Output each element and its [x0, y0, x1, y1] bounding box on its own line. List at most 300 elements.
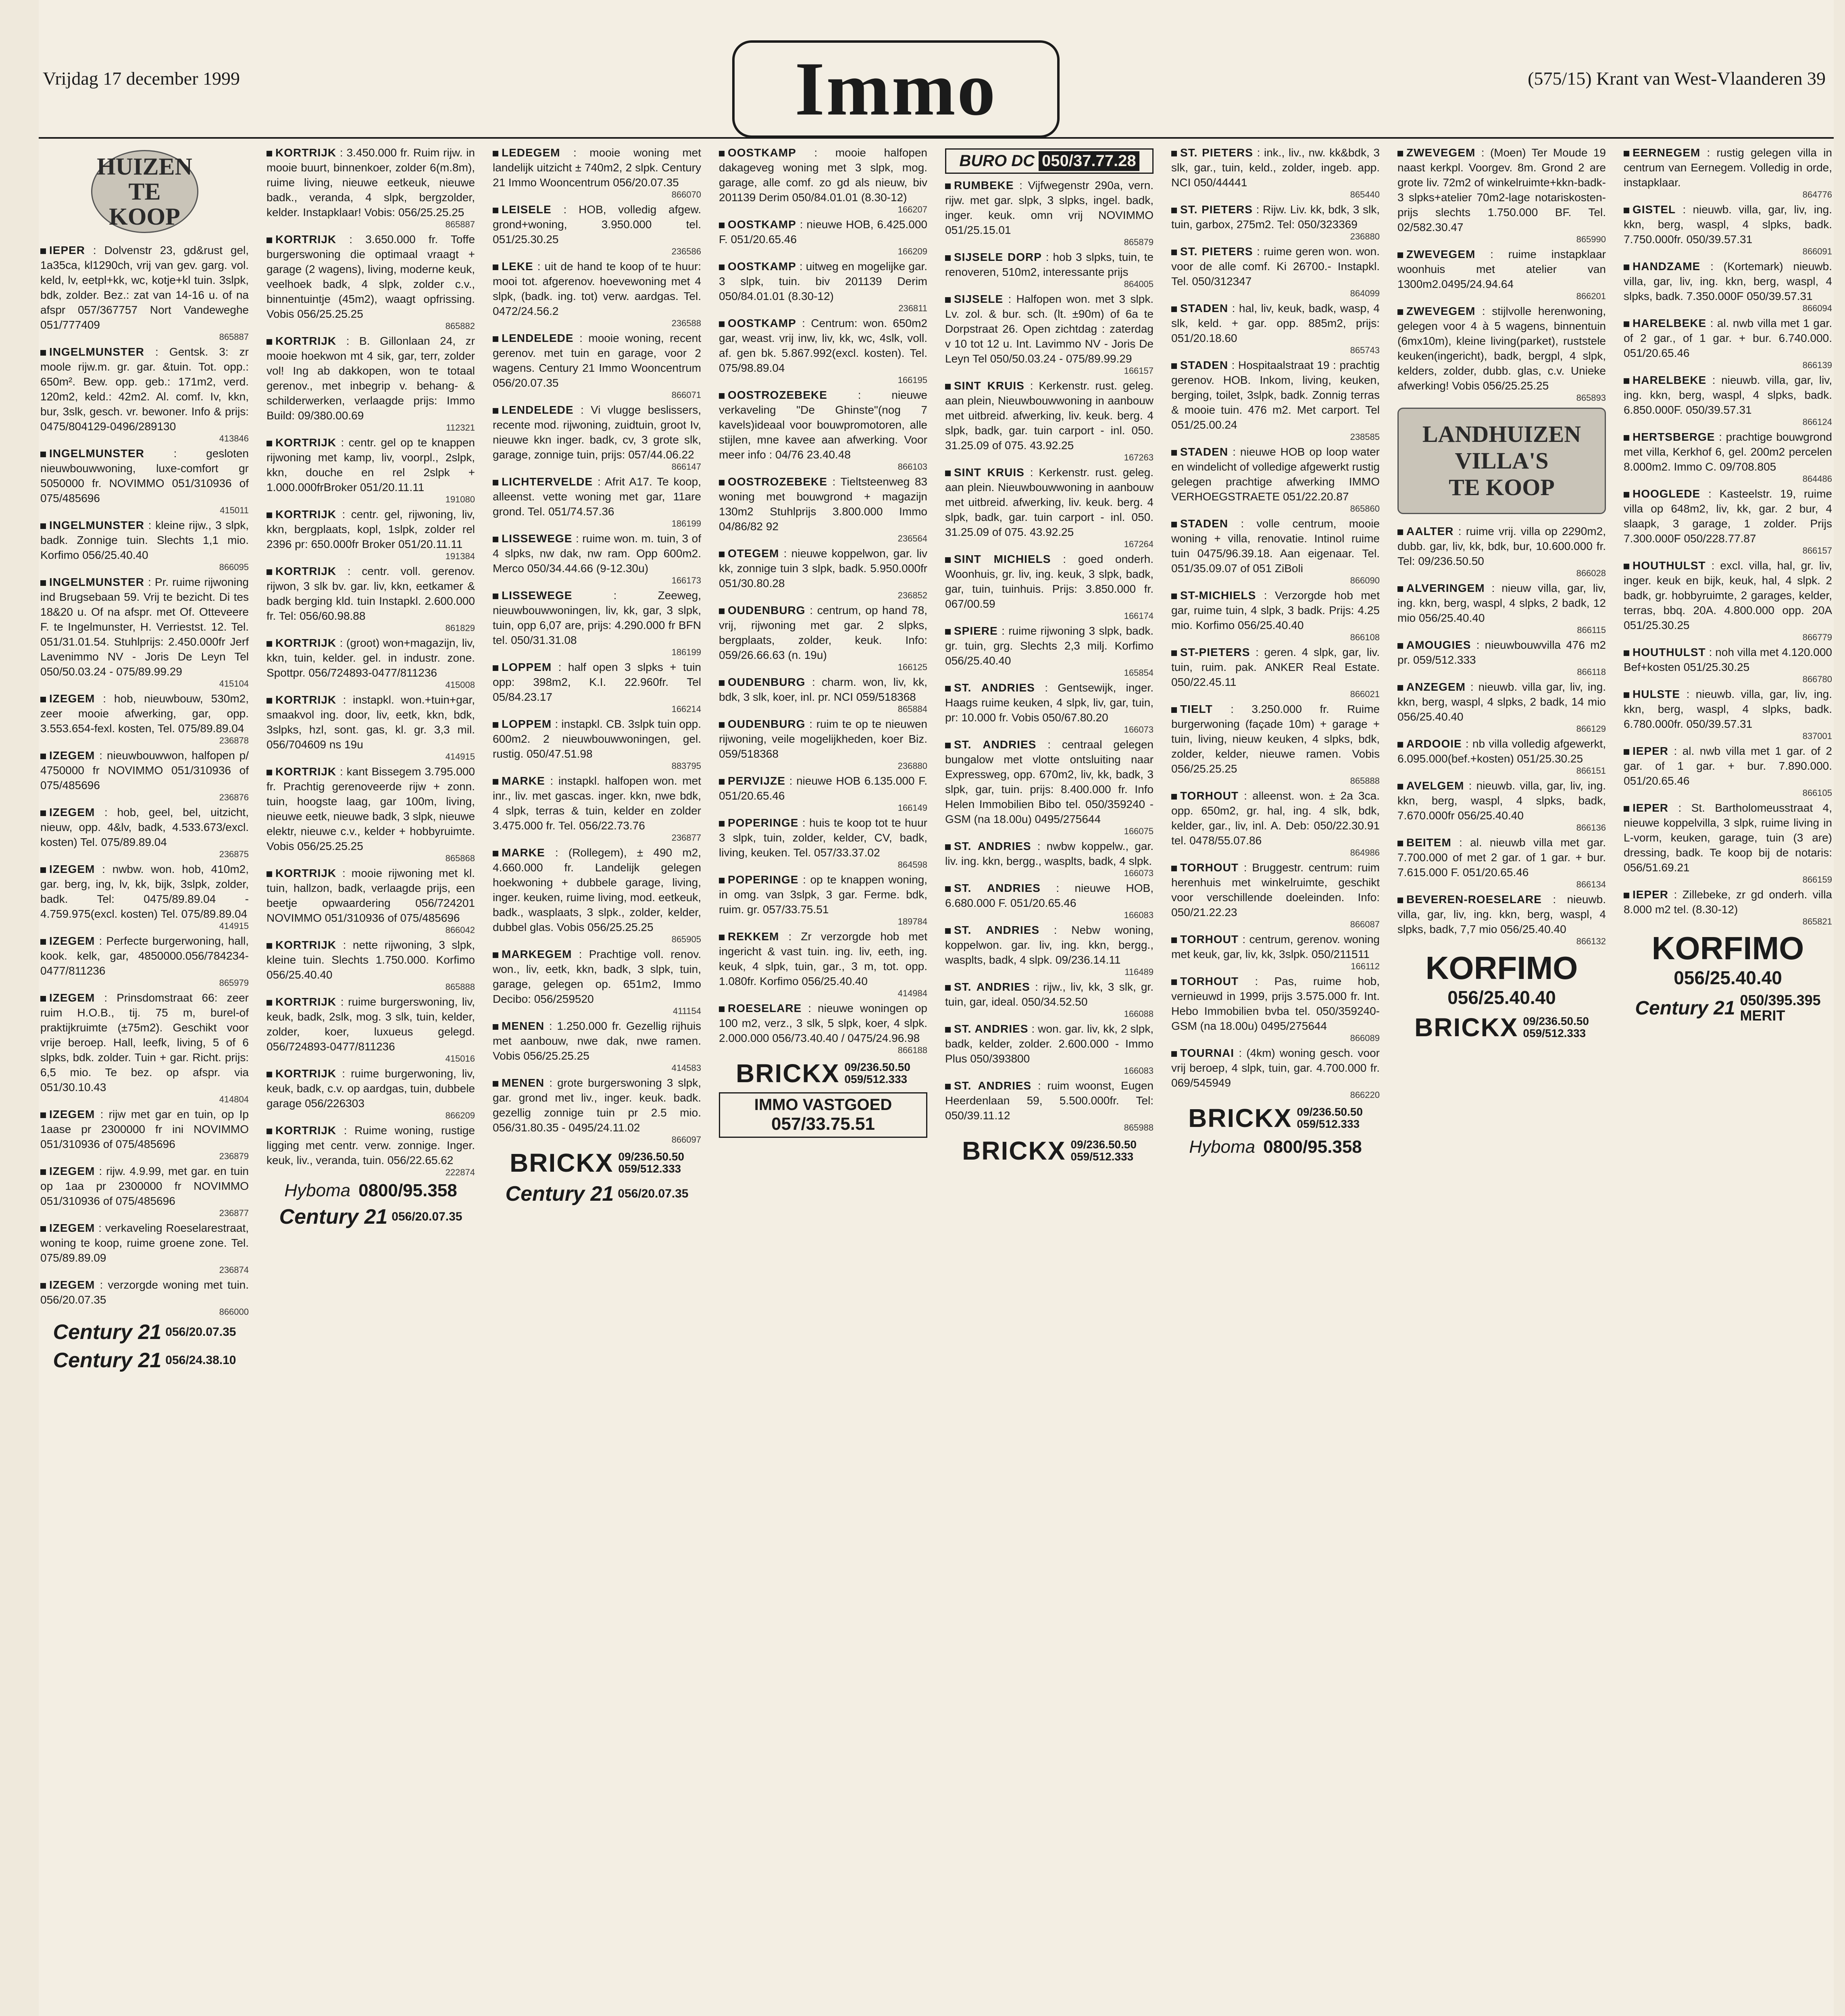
ad-separator: : — [593, 475, 605, 488]
century21-tel-4: 056/20.07.35 — [618, 1187, 689, 1200]
ad-text: Verzorgde hob met gar, ruime tuin, 4 slpk, 3 badk. Prijs: 4.25 mio. Korfimo 056/25.40.40 — [1171, 589, 1380, 631]
ad-town: ST. ANDRIES — [954, 681, 1035, 694]
korfimo-mark-2: KORFIMO — [1651, 930, 1804, 966]
ad-reference: 236588 — [671, 318, 701, 328]
ad-town: KORTRIJK — [275, 436, 337, 449]
korfimo-logo-2 — [1624, 930, 1832, 989]
ad-text: instapkl. CB. 3slpk tuin opp. 600m2. 2 nieuwbouwwoningen, gel. rustig. 050/47.51.98 — [493, 718, 702, 760]
ad-separator: : — [1680, 688, 1696, 700]
classified-ad — [719, 217, 927, 256]
ad-town: ZWEVEGEM — [1406, 248, 1476, 260]
ad-separator: : — [95, 806, 117, 818]
bullet-icon — [719, 608, 725, 614]
ad-text: ruime won. m. tuin, 3 of 4 slpks, nw dak, nw ram. Opp 600m2. Merco 050/34.44.66 (9-12.30u) — [493, 532, 701, 575]
ad-town: ANZEGEM — [1406, 681, 1466, 693]
bullet-icon — [719, 722, 725, 728]
ad-text: Kasteelstr. 19, ruime villa op 648m2, liv, kk, gar. 2 bur, 4 slaapk, 3 garage, 1 zolder. Prijs 7.300.000F 050/228.77.87 — [1624, 487, 1832, 545]
bullet-icon — [267, 237, 272, 243]
bullet-icon — [945, 1027, 951, 1033]
korfimo-tel: 056/25.40.40 — [1447, 987, 1556, 1008]
classified-ad — [719, 872, 927, 927]
ad-separator: : — [336, 765, 347, 778]
ad-town: BEITEM — [1406, 836, 1451, 849]
bullet-icon — [267, 1129, 272, 1134]
ad-text: rijw., liv, kk, 3 slk, gr. tuin, gar, ideal. 050/34.52.50 — [945, 981, 1154, 1008]
ad-list — [719, 145, 927, 1055]
ad-separator: : — [1253, 146, 1264, 159]
bullet-icon — [945, 886, 951, 892]
ad-reference: 865879 — [1124, 237, 1154, 247]
ad-text: charm. won, liv, kk, bdk, 3 slk, koer, inl. pr. NCI 059/518368 — [719, 676, 927, 703]
classified-ad — [267, 564, 475, 633]
ad-reference: 866188 — [898, 1045, 927, 1055]
issue-date: Vrijdag 17 december 1999 — [43, 68, 240, 89]
ad-town: KORTRIJK — [275, 335, 337, 347]
houses-head-line-2: TE KOOP — [109, 178, 180, 230]
classified-ad — [945, 923, 1154, 977]
bullet-icon — [267, 641, 272, 647]
ad-separator: : — [336, 436, 349, 449]
ad-reference: 189784 — [898, 916, 927, 927]
burodc-tel: 050/37.77.28 — [1039, 151, 1139, 171]
ad-text: rustig gelegen villa in centrum van Eernegem. Volledig in orde, instapklaar. — [1624, 146, 1832, 189]
ad-reference: 864005 — [1124, 279, 1154, 289]
classified-ad — [40, 1277, 249, 1317]
ad-text: Ruime woning, rustige ligging met centr. verw. zonnige. Inger. keuk, liv., veranda, tuin. 056/22.65.62 — [267, 1124, 475, 1166]
ad-town: SINT MICHIELS — [954, 553, 1051, 565]
ad-reference: 414915 — [219, 921, 249, 931]
ad-town: OUDENBURG — [728, 604, 806, 616]
ad-town: HARELBEKE — [1633, 317, 1707, 329]
ad-list — [1397, 145, 1606, 946]
brickx-logo-4 — [1171, 1103, 1380, 1133]
ad-separator: : — [552, 661, 568, 673]
ad-separator: : — [544, 1020, 557, 1032]
ad-separator: : — [572, 532, 583, 545]
ad-separator: : — [95, 1165, 106, 1177]
ad-separator: : — [1024, 379, 1039, 392]
ad-town: POPERINGE — [728, 873, 799, 886]
ad-town: OOSTKAMP — [728, 146, 796, 159]
bullet-icon — [267, 871, 272, 877]
ad-town: KORTRIJK — [275, 233, 337, 246]
ad-town: AALTER — [1406, 525, 1454, 537]
ad-separator: : — [1705, 646, 1716, 658]
brickx-tel-2: 059/512.333 — [618, 1162, 681, 1175]
classified-ad — [945, 839, 1154, 878]
ad-separator: : — [796, 317, 811, 329]
ad-town: ST. ANDRIES — [954, 738, 1037, 751]
classified-ad — [1171, 444, 1380, 514]
ad-list — [945, 178, 1154, 1133]
ad-town: OTEGEM — [728, 547, 779, 560]
ad-text: excl. villa, hal, gr. liv, inger. keuk en bijk, keuk, hal, 4 slpk. 2 badk, gr. hobbyruimte, 2 garages, kelder, terras, bbq. 20A. 4.800.000 opp. 20A 051/25.30.25 — [1624, 559, 1833, 631]
ad-text: mooie woning met landelijk uitzicht ± 740m2, 2 slpk. Century 21 Immo Wooncentrum 056/20.07.35 — [493, 146, 701, 189]
classified-ad — [40, 446, 249, 515]
ad-reference: 866089 — [1350, 1033, 1380, 1043]
ad-town: HOUTHULST — [1633, 646, 1706, 658]
ad-text: gesloten nieuwbouwwoning, luxe-comfort gr 5050000 fr. NOVIMMO 051/310936 of 075/485696 — [40, 447, 249, 504]
hyboma-logo — [267, 1181, 475, 1201]
ad-separator: : — [1475, 248, 1508, 260]
ad-text: goed onderh. Woonhuis, gr. liv, ing. keuk, 3 slpk, badk, gar, tuin, tuinhuis. Prijs: 3.850.000 fr. 067/00.59 — [945, 553, 1154, 610]
ad-reference: 116489 — [1124, 967, 1154, 977]
ad-town: ST. ANDRIES — [954, 981, 1030, 993]
bullet-icon — [40, 248, 46, 254]
classified-ad — [719, 474, 927, 544]
ad-town: LICHTERVELDE — [502, 475, 593, 488]
ad-town: ROESELARE — [728, 1002, 802, 1014]
bullet-icon — [945, 743, 951, 748]
ad-text: Nebw woning, koppelwon. gar. liv, ing. kkn, bergg., wasplts, badk, 4 slpk. 09/236.14.11 — [945, 924, 1154, 966]
ad-separator: : — [1228, 517, 1257, 530]
century21-mark: Century 21 — [53, 1320, 162, 1344]
column-4 — [717, 145, 929, 2016]
bullet-icon — [945, 629, 951, 635]
ad-town: TIELT — [1180, 703, 1213, 715]
bullet-icon — [493, 722, 498, 728]
ad-separator: : — [779, 547, 791, 560]
ad-text: mooie rijwoning met kl. tuin, hallzon, badk, verlaagde prijs, een beetje opwaardering 056/724201 NOVIMMO 051/310936 of 075/485696 — [267, 867, 475, 924]
bullet-icon — [40, 1226, 46, 1232]
ad-town: HERTSBERGE — [1633, 431, 1715, 443]
ad-town: KORTRIJK — [275, 996, 337, 1008]
century21-tel-2: 056/24.38.10 — [165, 1354, 236, 1367]
century21-logo-2 — [40, 1348, 249, 1372]
classified-ad — [493, 145, 701, 200]
ad-separator: : — [1700, 146, 1717, 159]
ad-reference: 166083 — [1124, 910, 1154, 920]
ad-separator: : — [1668, 802, 1691, 814]
bullet-icon — [493, 1024, 498, 1030]
ad-text: centr. gel, rijwoning, liv, kkn, bergplaats, kopl, 1slpk, zolder rel 2396 pr: 650.000fr Broker 051/20.11.11 — [267, 508, 475, 550]
ad-text: stijlvolle herenwoning, gelegen voor 4 à 5 wagens, binnentuin (6mx10m), kleine living(parket), ruststele keuken(ingericht), badk, bergpl, 4 slpk, kelders, zolder, dubb. glas, c.v. Unieke afwerking! Vobis 056/25.25.25 — [1397, 305, 1606, 392]
classified-ad — [1397, 679, 1606, 734]
ad-separator: : — [1031, 840, 1047, 852]
korfimo-mark: KORFIMO — [1425, 950, 1578, 986]
ad-text: prachtige bouwgrond met villa, Kerkhof 6, gel. 200m2 percelen 8.000m2. Immo C. 09/708.805 — [1624, 431, 1832, 473]
bullet-icon — [1171, 650, 1177, 656]
classified-ad — [1171, 516, 1380, 585]
ad-reference: 415104 — [219, 679, 249, 689]
ad-separator: : — [1253, 245, 1264, 258]
bullet-icon — [1171, 306, 1177, 312]
ad-reference: 861829 — [445, 623, 475, 633]
bullet-icon — [40, 754, 46, 759]
bullet-icon — [493, 594, 498, 599]
classified-ad — [40, 575, 249, 689]
ad-reference: 866209 — [445, 1110, 475, 1120]
ad-text: Perfecte burgerwoning, hall, kook. kelk, gar, 4850000.056/784234-0477/811236 — [40, 935, 249, 977]
ad-text: nieuwb. villa, gar, liv, ing. kkn, berg, waspl, 4 slpks, badk, 7,7 mio 056/25.40.40 — [1397, 893, 1606, 935]
ad-town: ST. ANDRIES — [954, 924, 1040, 936]
brickx-tel-b — [844, 1061, 910, 1085]
section-title — [732, 40, 1060, 138]
ad-reference: 866108 — [1350, 632, 1380, 642]
bullet-icon — [1624, 650, 1629, 656]
publication-info: (575/15) Krant van West-Vlaanderen 39 — [1528, 68, 1826, 89]
ad-reference: 166214 — [671, 704, 701, 714]
ad-text: uitweg en mogelijke gar. 3 slpk, tuin. biv 201139 Derim 050/84.01.01 (8.30-12) — [719, 260, 927, 302]
ad-reference: 236877 — [671, 833, 701, 843]
ad-reference: 865884 — [898, 704, 927, 714]
bullet-icon — [719, 552, 725, 557]
ad-separator: : — [336, 867, 352, 879]
ad-town: SINT KRUIS — [954, 466, 1025, 479]
century21-tel: 056/20.07.35 — [165, 1325, 236, 1339]
classified-ad — [493, 474, 701, 529]
ad-reference: 166157 — [1124, 366, 1154, 376]
bullet-icon — [719, 151, 725, 156]
classified-ad — [40, 1164, 249, 1218]
ad-reference: 112321 — [446, 423, 475, 433]
ad-town: INGELMUNSTER — [49, 576, 144, 588]
classified-ad — [1624, 744, 1832, 798]
ad-reference: 866147 — [671, 462, 701, 472]
ad-text: al. nwb villa met 1 gar. of 2 gar., of 1 gar. + bur. 6.740.000. 051/20.65.46 — [1624, 317, 1832, 359]
ad-separator: : — [1668, 745, 1683, 757]
classified-ad — [267, 145, 475, 229]
bullet-icon — [267, 1000, 272, 1006]
ad-separator: : — [1212, 703, 1252, 715]
ad-reference: 236876 — [219, 792, 249, 802]
ad-town: KORTRIJK — [275, 565, 337, 577]
ad-reference: 414583 — [671, 1063, 701, 1073]
ad-reference: 866201 — [1576, 291, 1606, 301]
column-8 — [1622, 145, 1834, 2016]
merit-tel — [1740, 993, 1820, 1023]
ad-separator: : — [1036, 738, 1062, 751]
ad-reference: 166125 — [898, 662, 927, 672]
ad-reference: 166073 — [1124, 868, 1154, 878]
classified-ad — [40, 243, 249, 342]
column-6 — [1170, 145, 1381, 2016]
ad-separator: : — [1451, 836, 1470, 849]
bullet-icon — [1397, 784, 1403, 789]
ad-text: Centrum: won. 650m2 gar, weast. vrij inw, liv, kk, wc, 4slk, voll. af. gen bk. 5.867.992(excl. kosten). Tel. 075/98.89.04 — [719, 317, 927, 374]
houses-head-line-1: HUIZEN — [97, 153, 192, 180]
classified-ad — [40, 933, 249, 988]
ad-text: uit de hand te koop of te huur: mooi tot. afgerenov. hoevewoning met 4 slpk, (badk. ing. tot) verw. aardgas. Tel. 0472/24.56.2 — [493, 260, 701, 317]
classified-columns — [39, 145, 1834, 2016]
ad-text: al. nwb villa met 1 gar. of 2 gar. of 1 gar. + bur. 7.890.000. 051/20.65.46 — [1624, 745, 1832, 787]
ad-text: nwbw koppelw., gar. liv. ing. kkn, bergg., wasplts, badk, 4 slpk. — [945, 840, 1154, 867]
ad-separator: : — [1700, 260, 1724, 273]
ad-town: SIJSELE DORP — [954, 251, 1042, 263]
ad-reference: 865888 — [1350, 776, 1380, 786]
ad-text: Afrit A17. Te koop, alleenst. vette woning met gar, 11are grond. Tel. 051/74.57.36 — [493, 475, 702, 518]
ad-reference: 866090 — [1350, 575, 1380, 585]
ad-reference: 222874 — [445, 1167, 475, 1177]
classified-ad — [493, 947, 701, 1016]
brickx-tel-1: 09/236.50.50 — [618, 1150, 684, 1163]
ad-town: LEDEGEM — [502, 146, 560, 159]
ad-town: KORTRIJK — [275, 765, 337, 778]
ad-town: ST-MICHIELS — [1180, 589, 1256, 602]
bullet-icon — [1171, 794, 1177, 800]
bullet-icon — [1171, 937, 1177, 943]
ad-town: TOURNAI — [1180, 1047, 1235, 1059]
ad-town: SIJSELE — [954, 293, 1004, 305]
ad-text: Tieltsteenweg 83 woning met bouwgrond + magazijn 130m2 Stuhlprijs 3.800.000 Immo 04/86/82 92 — [719, 475, 927, 533]
classified-ad — [719, 316, 927, 385]
ad-town: STADEN — [1180, 302, 1229, 314]
brickx-logo-5 — [1397, 1012, 1606, 1042]
bullet-icon — [40, 580, 46, 586]
ad-separator: : — [560, 146, 590, 159]
ad-text: nieuwb. villa, gar, liv, ing. kkn, berg, waspl, 4 slpks, badk. 7.750.000fr. 050/39.57.31 — [1624, 203, 1832, 246]
ad-text: Vijfwegenstr 290a, vern. rijw. met gar. slpk, 3 slpks, ingel. badk, inger. keuk. omn vrij NOVIMMO 051/25.15.01 — [945, 179, 1154, 236]
ad-reference: 186199 — [671, 519, 701, 529]
ad-text: centraal gelegen bungalow met vlotte ontsluiting naar Expressweg, opp. 670m2, liv, kk, badk, 3 slpk, gar, tuin. prijs: 8.400.000 fr. Info Helen Immobilien Bibo tel. 050/359240 - GSM (na 18.00u) 0495/275644 — [945, 738, 1154, 825]
bullet-icon — [40, 523, 46, 529]
ad-separator: : — [798, 873, 810, 886]
ad-reference: 866124 — [1802, 417, 1832, 427]
ad-separator: : — [1256, 589, 1275, 602]
classified-ad — [1397, 581, 1606, 635]
ad-town: INGELMUNSTER — [49, 346, 144, 358]
ad-text: nieuwe koppelwon, gar. liv kk, zonnige tuin 3 slpk, badk. 5.950.000fr 051/30.80.28 — [719, 547, 928, 589]
ad-reference: 167264 — [1124, 539, 1154, 549]
bullet-icon — [945, 985, 951, 991]
bullet-icon — [493, 151, 498, 156]
immo-vastgoed-tel: 057/33.75.51 — [771, 1114, 875, 1134]
ad-separator: : — [95, 692, 114, 705]
ad-list — [40, 243, 249, 1317]
hyboma-mark: Hyboma — [284, 1181, 351, 1200]
ad-separator: : — [545, 775, 558, 787]
ad-town: IZEGEM — [49, 991, 95, 1004]
ad-town: TORHOUT — [1180, 975, 1239, 987]
ad-town: ST. ANDRIES — [954, 1079, 1032, 1092]
hyboma-tel: 0800/95.358 — [358, 1181, 457, 1200]
houses-section-head — [91, 150, 198, 233]
ad-separator: : — [1541, 893, 1567, 906]
brickx-tel-c — [1070, 1139, 1137, 1163]
bullet-icon — [1171, 707, 1177, 713]
brickx-tel-d2: 059/512.333 — [1297, 1118, 1360, 1130]
brickx-tel-b1: 09/236.50.50 — [844, 1061, 910, 1073]
ad-reference: 236880 — [898, 761, 927, 771]
ad-text: Vi vlugge beslissers, recente mod. rijwoning, zuidtuin, groot Iv, nieuwe kkn inger. badk, cv, 3 grote slk, garage, zonnige tuin, prijs: 057/44.06.22 — [493, 404, 701, 461]
ad-separator: : — [533, 260, 545, 273]
ad-separator: : — [785, 775, 797, 787]
classified-ad — [493, 202, 701, 256]
ad-separator: : — [798, 816, 810, 829]
bullet-icon — [493, 336, 498, 342]
ad-town: MARKE — [502, 846, 545, 859]
classified-ad — [267, 1066, 475, 1120]
classified-ad — [493, 716, 701, 771]
bullet-icon — [945, 1084, 951, 1089]
ad-town: IZEGEM — [49, 1279, 95, 1291]
ad-town: IZEGEM — [49, 1108, 95, 1120]
ad-town: EERNEGEM — [1633, 146, 1701, 159]
immo-vastgoed-logo — [719, 1092, 927, 1138]
ad-separator: : — [1706, 317, 1717, 329]
ad-separator: : — [95, 749, 107, 762]
ad-town: IZEGEM — [49, 863, 95, 875]
ad-text: Zr verzorgde hob met ingericht & vast tuin. ing. liv, eeth, ing. keuk, 4 slpk, tuin, gar., 3 m, tot. opp. 1.080fr. Korfimo 056/25.40.40 — [719, 930, 927, 987]
ad-reference: 837001 — [1802, 731, 1832, 741]
ad-reference: 166112 — [1351, 961, 1380, 971]
ad-separator: : — [1715, 431, 1726, 443]
korfimo-logo — [1397, 950, 1606, 1008]
ad-text: ruim te op te nieuwen rijwoning, veile mogelijkheden, koer Biz. 059/518368 — [719, 718, 927, 760]
ad-reference: 166088 — [1124, 1009, 1154, 1019]
ad-town: LEKE — [502, 260, 533, 273]
ad-list — [1624, 145, 1832, 927]
ad-list — [493, 145, 701, 1145]
ad-reference: 866129 — [1576, 724, 1606, 734]
ad-separator: : — [796, 218, 807, 231]
classified-ad — [945, 552, 1154, 621]
century21-mark-2: Century 21 — [53, 1349, 162, 1372]
brickx-tel-e2: 059/512.333 — [1523, 1027, 1586, 1039]
ad-reference: 166174 — [1124, 611, 1154, 621]
ad-separator: : — [1031, 1079, 1047, 1092]
bullet-icon — [493, 408, 498, 414]
ad-town: OOSTKAMP — [728, 218, 796, 231]
ad-town: POPERINGE — [728, 816, 799, 829]
ad-text: hob, nieuwbouw, 530m2, zeer mooie afwerking, gar, opp. 3.553.654-fexl. kosten, Tel. 075/89.89.04 — [40, 692, 249, 735]
ad-town: MARKE — [502, 775, 545, 787]
ad-separator: : — [336, 1124, 355, 1137]
bullet-icon — [1624, 564, 1629, 569]
ad-text: hob 3 slpks, tuin, te renoveren, 510m2, interessante prijs — [945, 251, 1154, 278]
ad-text: nieuwbouwwon, halfopen p/ 4750000 fr NOVIMMO 051/310936 of 075/485696 — [40, 749, 249, 791]
ad-town: ST. PIETERS — [1180, 245, 1253, 258]
ad-town: SPIERE — [954, 625, 998, 637]
brickx-tel-d — [1297, 1106, 1363, 1130]
bullet-icon — [267, 770, 272, 775]
classified-ad — [1624, 558, 1832, 642]
ad-text: nieuwbouwvilla 476 m2 pr. 059/512.333 — [1397, 639, 1606, 666]
ad-reference: 866136 — [1576, 823, 1606, 833]
ad-reference: 865860 — [1350, 504, 1380, 514]
ad-reference: 883795 — [671, 761, 701, 771]
ad-reference: 166209 — [898, 246, 927, 256]
ad-reference: 865887 — [219, 332, 249, 342]
column-5 — [943, 145, 1155, 2016]
bullet-icon — [40, 452, 46, 457]
bullet-icon — [945, 557, 951, 563]
century21-tel-3: 056/20.07.35 — [391, 1210, 462, 1223]
ad-town: TORHOUT — [1180, 789, 1239, 802]
ad-reference: 866087 — [1350, 919, 1380, 929]
ad-town: PERVIJZE — [728, 775, 785, 787]
ad-separator: : — [572, 589, 658, 602]
classified-ad — [1624, 316, 1832, 370]
ad-reference: 866103 — [898, 462, 927, 472]
ad-reference: 166173 — [671, 575, 701, 585]
ad-separator: : — [1705, 559, 1720, 572]
ad-town: IEPER — [49, 244, 85, 256]
villas-head-line: VILLA'S — [1455, 448, 1549, 474]
newspaper-page — [39, 0, 1834, 2016]
ad-reference: 865821 — [1802, 916, 1832, 927]
classified-ad — [1624, 145, 1832, 200]
ad-text: huis te koop tot te huur 3 slpk, tuin, zolder, kelder, CV, badk, living, keuken. Tel. 057/33.37.02 — [719, 816, 927, 859]
ad-separator: : — [336, 335, 360, 347]
ad-reference: 166075 — [1124, 826, 1154, 836]
ad-text: 1.250.000 fr. Gezellig rijhuis met aanbouw, nwe dak, nwe ramen. Vobis 056/25.25.25 — [493, 1020, 701, 1062]
ad-text: Halfopen won. met 3 slpk. Lv. zol. & bur. sch. (lt. ±90m) of 6a te Dorpstraat 26. Open zichtdag : zaterdag v 10 tot 12 u. Int. Lavimmo NV - Joris De Leyn Tel 050/50.03.24 - 075/89.99.29 — [945, 293, 1154, 365]
ad-reference: 864099 — [1350, 288, 1380, 298]
brickx-tel-c1: 09/236.50.50 — [1070, 1138, 1137, 1151]
ad-text: (4km) woning gesch. voor vrij beroep, 4 slpk, tuin, gar. 4.700.000 fr. 069/545949 — [1171, 1047, 1380, 1089]
classified-ad — [1397, 835, 1606, 889]
